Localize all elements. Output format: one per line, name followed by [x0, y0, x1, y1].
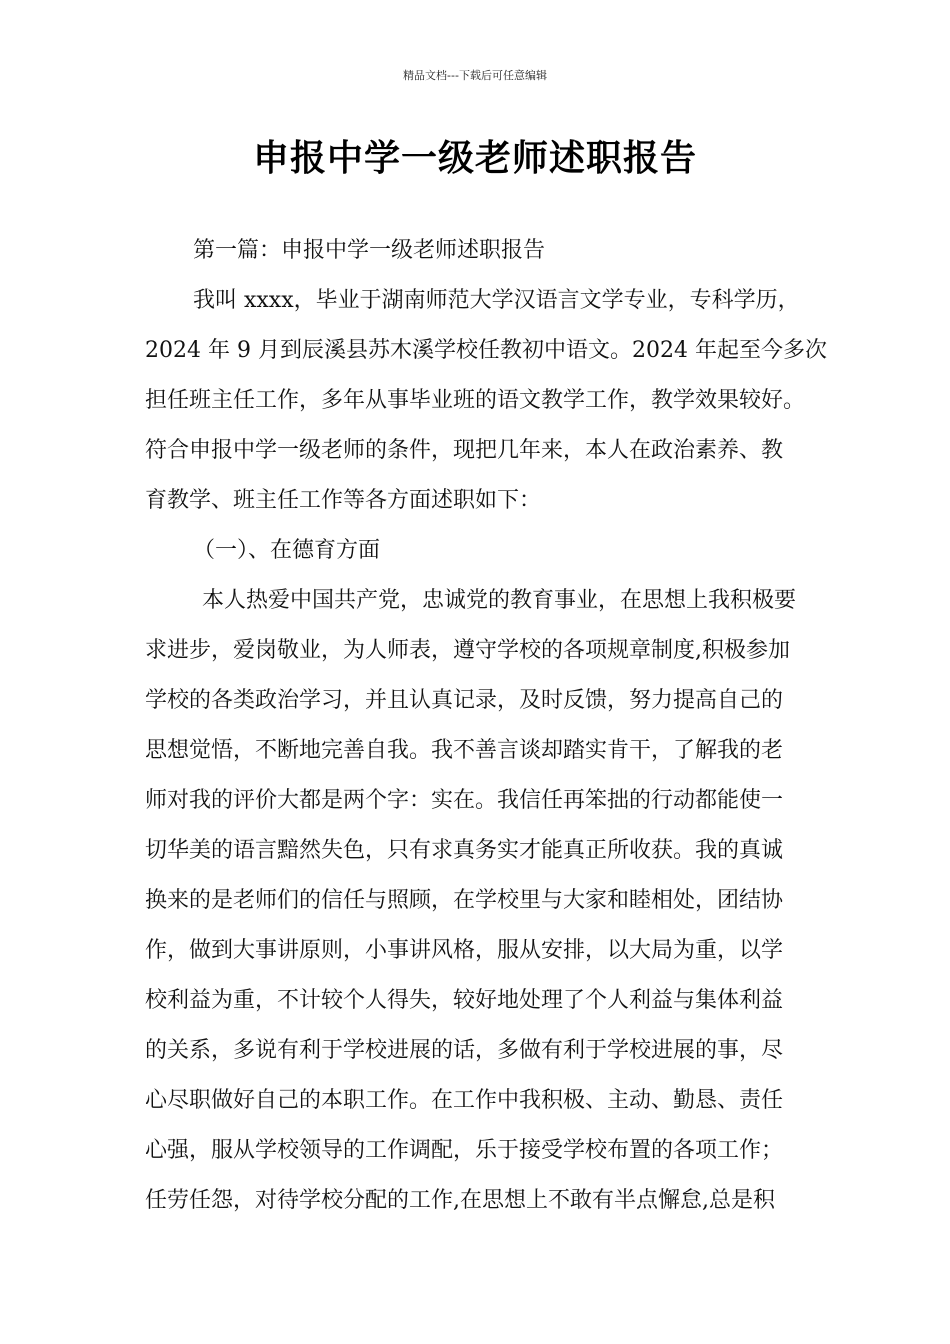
- section-heading: 第一篇：申报中学一级老师述职报告: [193, 238, 546, 263]
- paragraph-line: 作，做到大事讲原则，小事讲风格，服从安排，以大局为重，以学: [145, 938, 784, 963]
- body-text: [145, 226, 827, 1226]
- header-note: 精品文档---下载后可任意编辑: [403, 69, 547, 82]
- paragraph-line: 求进步，爱岗敬业，为人师表，遵守学校的各项规章制度,积极参加: [145, 638, 790, 663]
- paragraph-line: 2024 年 9 月到辰溪县苏木溪学校任教初中语文。2024 年起至今多次: [145, 338, 827, 363]
- paragraph-line: 学校的各类政治学习，并且认真记录，及时反馈，努力提高自己的: [145, 688, 784, 713]
- paragraph-line: 切华美的语言黯然失色，只有求真务实才能真正所收获。我的真诚: [145, 838, 784, 863]
- paragraph-line: 任劳任怨，对待学校分配的工作,在思想上不敢有半点懈怠,总是积: [145, 1188, 775, 1213]
- paragraph-line: 育教学、班主任工作等各方面述职如下：: [145, 488, 542, 513]
- paragraph-line: 符合申报中学一级老师的条件，现把几年来，本人在政治素养、教: [145, 438, 784, 463]
- paragraph-line: 我叫 xxxx，毕业于湖南师范大学汉语言文学专业，专科学历，: [193, 288, 800, 313]
- paragraph-line: 师对我的评价大都是两个字：实在。我信任再笨拙的行动都能使一: [145, 788, 784, 813]
- paragraph-line: 心强，服从学校领导的工作调配，乐于接受学校布置的各项工作；: [145, 1138, 784, 1163]
- paragraph-line: 校利益为重，不计较个人得失，较好地处理了个人利益与集体利益: [145, 988, 784, 1013]
- subsection-heading: （一）、在德育方面: [193, 538, 381, 563]
- paragraph-line: 心尽职做好自己的本职工作。在工作中我积极、主动、勤恳、责任: [145, 1088, 784, 1113]
- paragraph-line: 担任班主任工作，多年从事毕业班的语文教学工作，教学效果较好。: [145, 388, 806, 413]
- paragraph-line: 换来的是老师们的信任与照顾，在学校里与大家和睦相处，团结协: [145, 888, 784, 913]
- paragraph-line: 本人热爱中国共产党，忠诚党的教育事业，在思想上我积极要: [202, 588, 797, 613]
- page-title: 申报中学一级老师述职报告: [252, 138, 697, 179]
- paragraph-line: 的关系，多说有利于学校进展的话，多做有利于学校进展的事，尽: [145, 1038, 784, 1063]
- paragraph-line: 思想觉悟，不断地完善自我。我不善言谈却踏实肯干，了解我的老: [145, 738, 784, 763]
